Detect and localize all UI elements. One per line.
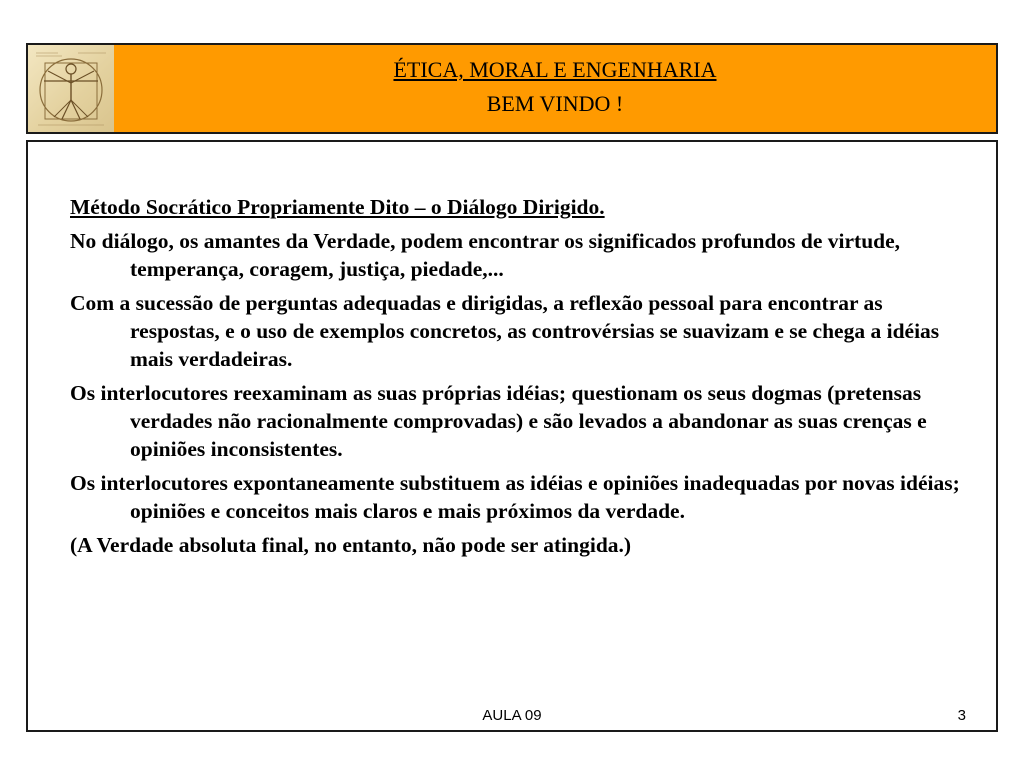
content-heading: Método Socrático Propriamente Dito – o Diálogo Dirigido. bbox=[70, 195, 605, 219]
paragraph-5: (A Verdade absoluta final, no entanto, não pode ser atingida.) bbox=[70, 533, 632, 557]
paragraph-3: Os interlocutores reexaminam as suas próprias idéias; questionam os seus dogmas (pretensas verdades não racionalmente comprovadas) e são levados a abandonar as suas crenças e opiniões inconsistentes. bbox=[70, 381, 927, 461]
slide-header bbox=[26, 43, 998, 134]
paragraph-2: Com a sucessão de perguntas adequadas e dirigidas, a reflexão pessoal para encontrar as respostas, e o uso de exemplos concretos, as controvérsias se suavizam e se chega a idéias mais verdadeiras. bbox=[70, 291, 940, 371]
footer-label: AULA 09 bbox=[482, 707, 542, 724]
slide-title: ÉTICA, MORAL E ENGENHARIA bbox=[393, 57, 717, 82]
vitruvian-man-icon bbox=[28, 45, 114, 132]
paragraph-1: No diálogo, os amantes da Verdade, podem encontrar os significados profundos de virtude, temperança, coragem, justiça, piedade,... bbox=[70, 229, 901, 281]
paragraph-4: Os interlocutores expontaneamente substituem as idéias e opiniões inadequadas por novas idéias; opiniões e conceitos mais claros e mais próximos da verdade. bbox=[70, 471, 960, 523]
slide-subtitle: BEM VINDO ! bbox=[486, 91, 624, 116]
content-text bbox=[70, 193, 970, 565]
slide-content bbox=[26, 140, 998, 732]
page-number: 3 bbox=[957, 707, 966, 724]
